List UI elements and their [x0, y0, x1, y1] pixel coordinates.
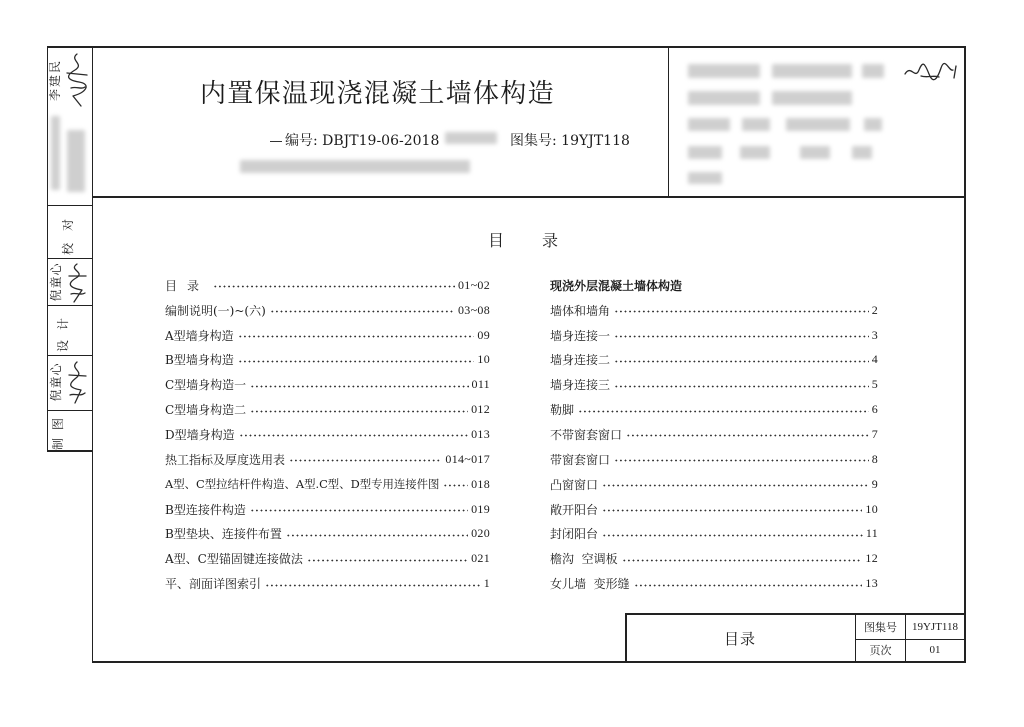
dot-leader: [614, 360, 869, 363]
contents-right-column: [550, 273, 878, 596]
faded-text-block: [862, 64, 884, 78]
toc-entry: [165, 472, 490, 497]
toc-entry: [165, 397, 490, 422]
toc-entry-label: 勒脚: [550, 403, 575, 418]
title-block-sheet-name: 目录: [723, 630, 756, 648]
handwritten-signature: [903, 60, 959, 84]
toc-entry: [165, 298, 490, 323]
toc-entry-label: A型墙身构造: [165, 328, 234, 343]
frame-bottom-line: [92, 661, 966, 663]
toc-entry-page: 014~017: [445, 451, 490, 466]
toc-entry: [165, 447, 490, 472]
dot-leader: [602, 484, 869, 487]
toc-entry-page: 10: [865, 501, 878, 516]
toc-entry-label: 平、剖面详图索引: [165, 577, 262, 592]
signoff-bottom-line: [47, 450, 93, 452]
frame-top-line: [47, 46, 966, 48]
toc-entry: [550, 323, 878, 348]
dot-leader: [265, 584, 481, 587]
faded-text-block: [742, 118, 770, 131]
leader-dash: [270, 141, 282, 142]
toc-entry-page: 11: [865, 526, 878, 541]
toc-entry-label: 檐沟 空调板: [550, 552, 618, 567]
dot-leader: [213, 285, 455, 288]
faded-text-block: [852, 146, 872, 159]
toc-section-heading: 现浇外层混凝土墙体构造: [550, 278, 683, 293]
dot-leader: [626, 434, 869, 437]
title-block-atlas-value: 19YJT118: [911, 621, 959, 633]
signoff-role-checker: 校对: [61, 206, 75, 255]
toc-entry: [165, 273, 490, 298]
faded-text-block: [688, 118, 730, 131]
toc-entry: [550, 422, 878, 447]
contents-title: 目录: [488, 231, 597, 250]
dot-leader: [578, 410, 869, 413]
toc-entry-label: A型、C型拉结杆件构造、A型.C型、D型专用连接件图: [165, 477, 440, 492]
toc-entry-page: 5: [871, 377, 878, 392]
toc-entry-label: 带窗套窗口: [550, 452, 611, 467]
dot-leader: [286, 534, 468, 537]
toc-entry: [550, 372, 878, 397]
toc-entry-page: 09: [477, 327, 490, 342]
toc-entry-page: 012: [471, 402, 490, 417]
toc-entry-label: B型垫块、连接件布置: [165, 527, 282, 542]
toc-entry: [550, 298, 878, 323]
toc-entry-label: C型墙身构造二: [165, 403, 247, 418]
toc-entry: [165, 372, 490, 397]
signoff-divider: [47, 355, 92, 356]
toc-entry-page: 6: [871, 402, 878, 417]
dot-leader: [614, 385, 869, 388]
toc-entry-page: 021: [471, 551, 490, 566]
toc-entry-label: 编制说明(一)~(六): [165, 303, 266, 318]
faded-text-block: [445, 132, 497, 144]
sheet-title: 内置保温现浇混凝土墙体构造: [200, 79, 555, 109]
header-bottom-line: [92, 196, 965, 198]
toc-entry-page: 4: [871, 352, 878, 367]
faded-text-block: [240, 160, 470, 173]
dot-leader: [443, 484, 468, 487]
toc-entry-page: 01~02: [458, 277, 490, 292]
signoff-name: 倪童心: [49, 362, 63, 402]
toc-entry-page: 7: [871, 426, 878, 441]
dot-leader: [622, 559, 863, 562]
toc-entry-page: 3: [871, 327, 878, 342]
standard-code: 编号: DBJT19-06-2018: [285, 133, 440, 149]
toc-entry: [165, 323, 490, 348]
toc-entry-label: 女儿墙 变形缝: [550, 577, 630, 592]
toc-entry-page: 2: [871, 302, 878, 317]
toc-entry-page: 011: [471, 377, 490, 392]
signoff-role-designer: 设计: [56, 308, 70, 353]
toc-entry-page: 018: [471, 476, 490, 491]
toc-entry: [550, 447, 878, 472]
toc-entry: [165, 546, 490, 571]
toc-entry-label: 凸窗窗口: [550, 477, 599, 492]
dot-leader: [238, 335, 475, 338]
handwritten-signature: [64, 262, 90, 304]
signoff-divider: [47, 305, 92, 306]
toc-entry-label: 目录: [165, 278, 210, 293]
toc-entry: [550, 521, 878, 546]
toc-entry-label: D型墙身构造: [165, 427, 235, 442]
header-divider-line: [668, 46, 669, 197]
dot-leader: [614, 459, 869, 462]
handwritten-signature: [63, 52, 91, 108]
toc-entry-label: C型墙身构造一: [165, 378, 247, 393]
dot-leader: [602, 534, 863, 537]
dot-leader: [614, 310, 869, 313]
toc-entry-label: 墙身连接一: [550, 328, 611, 343]
faded-text-block: [772, 64, 852, 78]
toc-entry-label: B型连接件构造: [165, 502, 246, 517]
toc-entry: [550, 472, 878, 497]
faded-text-block: [688, 146, 722, 159]
toc-entry: [165, 348, 490, 373]
handwritten-signature: [64, 360, 90, 405]
toc-entry: [165, 422, 490, 447]
toc-entry-label: A型、C型锚固键连接做法: [165, 552, 303, 567]
dot-leader: [250, 385, 468, 388]
signoff-name: 李建民: [48, 59, 62, 102]
toc-entry-page: 03~08: [458, 302, 490, 317]
dot-leader: [238, 360, 475, 363]
toc-entry-page: 013: [471, 426, 490, 441]
toc-entry: [165, 521, 490, 546]
signoff-role-drafter: 制图: [51, 409, 65, 450]
dot-leader: [289, 459, 442, 462]
dot-leader: [250, 410, 468, 413]
faded-text-block: [688, 64, 760, 78]
toc-entry-label: 热工指标及厚度选用表: [165, 452, 286, 467]
toc-entry: [165, 571, 490, 596]
toc-entry-page: 10: [477, 352, 490, 367]
faded-text-block: [800, 146, 830, 159]
dot-leader: [614, 335, 869, 338]
toc-entry-label: 墙身连接二: [550, 353, 611, 368]
toc-entry: [550, 497, 878, 522]
toc-entry-page: 020: [471, 526, 490, 541]
dot-leader: [239, 434, 468, 437]
toc-entry-label: 封闭阳台: [550, 527, 599, 542]
toc-entry-label: 敞开阳台: [550, 502, 599, 517]
toc-entry: [550, 571, 878, 596]
faded-text-block: [740, 146, 770, 159]
dot-leader: [634, 584, 863, 587]
toc-section-heading-row: [550, 273, 878, 298]
toc-entry: [550, 546, 878, 571]
toc-entry-page: 019: [471, 501, 490, 516]
title-block-page-label: 页次: [869, 644, 892, 657]
frame-right-line: [964, 46, 966, 663]
faded-text-block: [51, 116, 60, 190]
toc-entry-page: 1: [483, 576, 490, 591]
dot-leader: [270, 310, 455, 313]
title-block-top-line: [625, 613, 965, 615]
faded-text-block: [67, 130, 85, 192]
contents-left-column: [165, 273, 490, 596]
signoff-name: 倪童心: [49, 262, 63, 302]
toc-entry: [550, 348, 878, 373]
toc-entry-page: 12: [865, 551, 878, 566]
toc-entry-page: 8: [871, 451, 878, 466]
toc-entry: [165, 497, 490, 522]
toc-entry-page: 13: [865, 576, 878, 591]
toc-entry-label: 墙身连接三: [550, 378, 611, 393]
dot-leader: [307, 559, 468, 562]
title-block-page-value: 01: [929, 644, 941, 656]
atlas-number: 图集号: 19YJT118: [510, 133, 630, 149]
faded-text-block: [688, 91, 760, 105]
title-block-atlas-label: 图集号: [864, 621, 897, 634]
toc-entry-label: 墙体和墙角: [550, 303, 611, 318]
toc-entry-page: 9: [871, 476, 878, 491]
signoff-divider: [47, 205, 92, 206]
toc-entry-label: B型墙身构造: [165, 353, 234, 368]
signoff-divider: [47, 258, 92, 259]
faded-text-block: [688, 172, 722, 184]
toc-entry-label: 不带窗套窗口: [550, 427, 623, 442]
faded-text-block: [772, 91, 852, 105]
faded-text-block: [786, 118, 850, 131]
dot-leader: [250, 509, 468, 512]
dot-leader: [602, 509, 862, 512]
faded-text-block: [864, 118, 882, 131]
toc-entry: [550, 397, 878, 422]
